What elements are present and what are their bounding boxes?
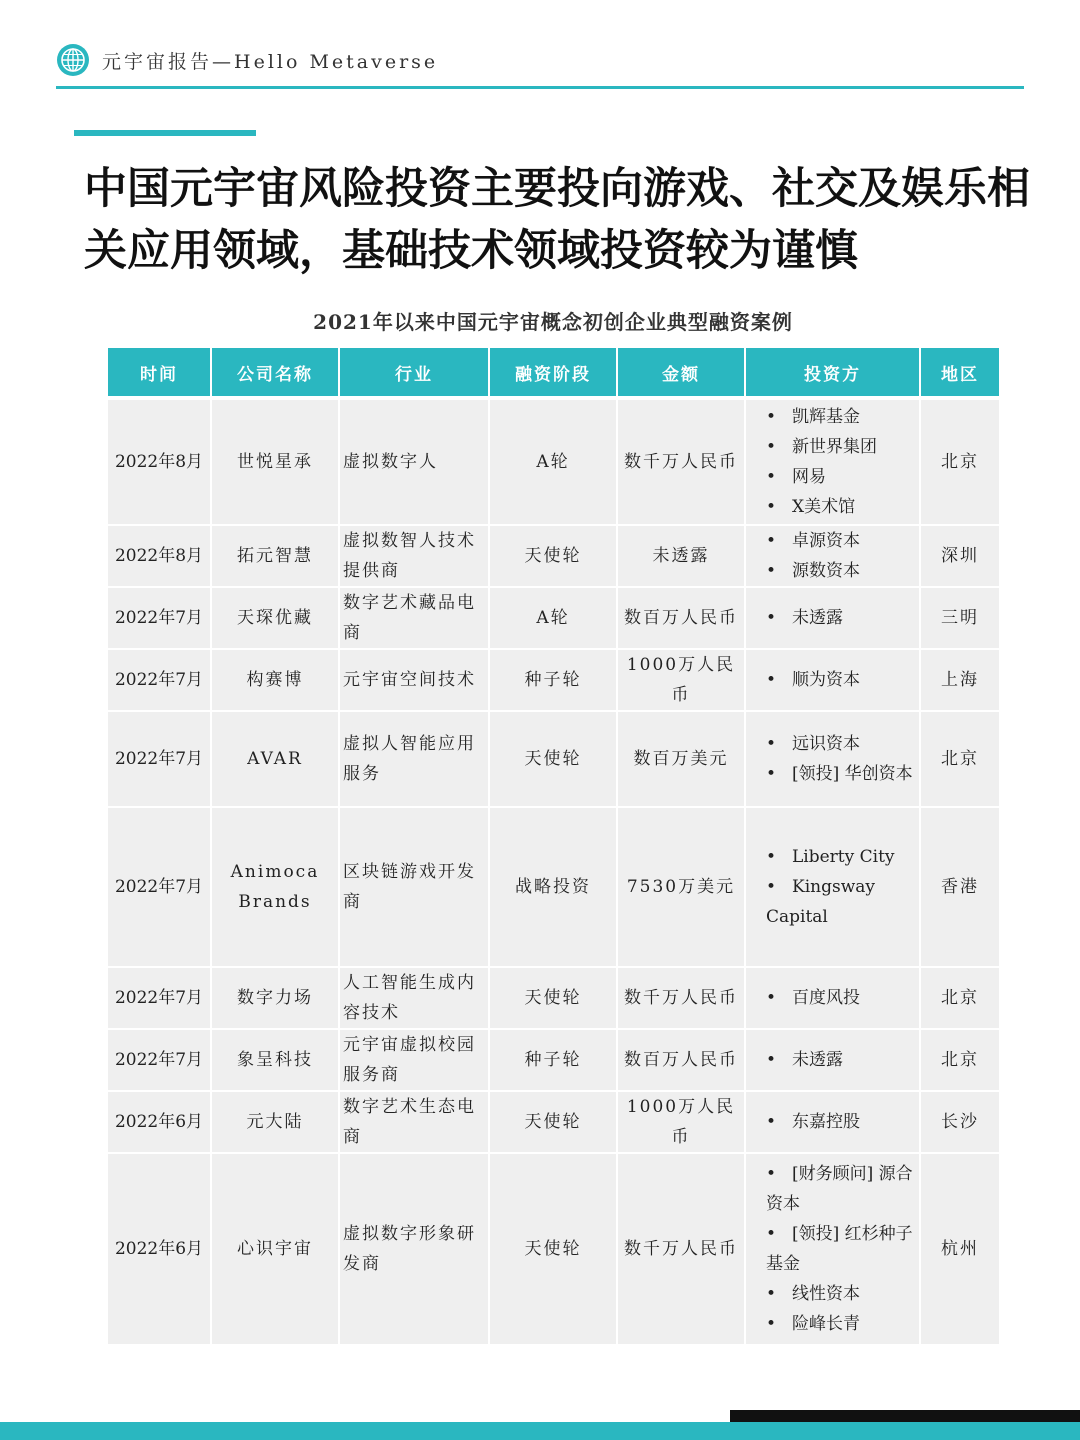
table-row — [108, 396, 999, 524]
cell-industry: 虚拟数智人技术提供商 — [340, 524, 490, 586]
cell-stage: 天使轮 — [490, 1152, 618, 1344]
cell-investors — [746, 524, 921, 586]
cell-amount: 1000万人民币 — [618, 1090, 746, 1152]
cell-company: 拓元智慧 — [212, 524, 340, 586]
cell-company: 心识宇宙 — [212, 1152, 340, 1344]
cell-industry: 虚拟数字人 — [340, 396, 490, 524]
cell-company: 数字力场 — [212, 966, 340, 1028]
table-body — [108, 396, 999, 1344]
table-row — [108, 1028, 999, 1090]
column-header-time: 时间 — [108, 348, 212, 396]
table-row — [108, 586, 999, 648]
cell-stage: 天使轮 — [490, 966, 618, 1028]
investor-list — [766, 1107, 916, 1137]
cell-amount: 数百万人民币 — [618, 586, 746, 648]
footer-dark-bar — [730, 1410, 1080, 1422]
cell-region: 北京 — [921, 396, 999, 524]
cell-company: 世悦星承 — [212, 396, 340, 524]
table-row — [108, 524, 999, 586]
cell-time: 2022年7月 — [108, 1028, 212, 1090]
cell-investors — [746, 648, 921, 710]
investor-item: • [财务顾问] 源合资本 — [766, 1159, 916, 1219]
cell-time: 2022年8月 — [108, 524, 212, 586]
investor-item: • 百度风投 — [766, 983, 916, 1013]
column-header-region: 地区 — [921, 348, 999, 396]
investor-list — [766, 665, 916, 695]
cell-time: 2022年7月 — [108, 648, 212, 710]
cell-time: 2022年6月 — [108, 1152, 212, 1344]
cell-industry: 元宇宙空间技术 — [340, 648, 490, 710]
cell-stage: 种子轮 — [490, 1028, 618, 1090]
cell-investors — [746, 396, 921, 524]
cell-amount: 数百万美元 — [618, 710, 746, 806]
investor-item: • 险峰长青 — [766, 1309, 916, 1339]
investor-item: • Liberty City — [766, 842, 916, 872]
cell-region: 杭州 — [921, 1152, 999, 1344]
column-header-amount: 金额 — [618, 348, 746, 396]
table-row — [108, 1152, 999, 1344]
cell-investors — [746, 966, 921, 1028]
investor-item: • [领投] 华创资本 — [766, 759, 916, 789]
table-row — [108, 648, 999, 710]
table-row — [108, 966, 999, 1028]
investor-item: • Kingsway Capital — [766, 872, 916, 932]
cell-stage: A轮 — [490, 396, 618, 524]
cell-investors — [746, 586, 921, 648]
footer-accent-bar — [0, 1422, 1080, 1440]
financing-cases-table — [108, 348, 999, 1344]
cell-company: Animoca Brands — [212, 806, 340, 966]
cell-time: 2022年7月 — [108, 806, 212, 966]
investor-list — [766, 603, 916, 633]
cell-region: 香港 — [921, 806, 999, 966]
cell-industry: 元宇宙虚拟校园服务商 — [340, 1028, 490, 1090]
cell-region: 北京 — [921, 710, 999, 806]
table-caption: 2021年以来中国元宇宙概念初创企业典型融资案例 — [313, 310, 793, 334]
investor-item: • 凯辉基金 — [766, 402, 916, 432]
investor-item: • 线性资本 — [766, 1279, 916, 1309]
globe-icon — [56, 43, 90, 77]
cell-investors — [746, 710, 921, 806]
investor-item: • 未透露 — [766, 1045, 916, 1075]
investor-item: • 网易 — [766, 462, 916, 492]
cell-stage: 战略投资 — [490, 806, 618, 966]
investor-list — [766, 983, 916, 1013]
cell-amount: 7530万美元 — [618, 806, 746, 966]
investor-list — [766, 1045, 916, 1075]
column-header-investors: 投资方 — [746, 348, 921, 396]
investor-list — [766, 1159, 916, 1339]
cell-industry: 虚拟数字形象研发商 — [340, 1152, 490, 1344]
cell-company: 天琛优藏 — [212, 586, 340, 648]
cell-company: 构赛博 — [212, 648, 340, 710]
cell-time: 2022年7月 — [108, 966, 212, 1028]
title-accent-bar — [74, 130, 256, 136]
cell-time: 2022年6月 — [108, 1090, 212, 1152]
investor-item: • 新世界集团 — [766, 432, 916, 462]
column-header-industry: 行业 — [340, 348, 490, 396]
cell-investors — [746, 1152, 921, 1344]
table-header-row — [108, 348, 999, 396]
cell-amount: 数千万人民币 — [618, 966, 746, 1028]
investor-list — [766, 729, 916, 789]
cell-amount: 1000万人民币 — [618, 648, 746, 710]
investor-item: • 远识资本 — [766, 729, 916, 759]
investor-list — [766, 402, 916, 522]
cell-investors — [746, 806, 921, 966]
cell-stage: A轮 — [490, 586, 618, 648]
cell-region: 北京 — [921, 966, 999, 1028]
cell-region: 北京 — [921, 1028, 999, 1090]
column-header-company: 公司名称 — [212, 348, 340, 396]
cell-investors — [746, 1090, 921, 1152]
cell-industry: 数字艺术生态电商 — [340, 1090, 490, 1152]
investor-item: • X美术馆 — [766, 492, 916, 522]
investor-item: • 卓源资本 — [766, 526, 916, 556]
page-headline: 中国元宇宙风险投资主要投向游戏、社交及娱乐相关应用领域，基础技术领域投资较为谨慎 — [84, 164, 1030, 276]
cell-company: AVAR — [212, 710, 340, 806]
column-header-stage: 融资阶段 — [490, 348, 618, 396]
investor-list — [766, 526, 916, 586]
investor-item: • [领投] 红杉种子基金 — [766, 1219, 916, 1279]
cell-company: 元大陆 — [212, 1090, 340, 1152]
investor-item: • 顺为资本 — [766, 665, 916, 695]
report-header — [56, 40, 438, 80]
cell-amount: 未透露 — [618, 524, 746, 586]
cell-region: 深圳 — [921, 524, 999, 586]
cell-region: 长沙 — [921, 1090, 999, 1152]
cell-amount: 数千万人民币 — [618, 1152, 746, 1344]
investor-item: • 东嘉控股 — [766, 1107, 916, 1137]
table-row — [108, 1090, 999, 1152]
cell-industry: 虚拟人智能应用服务 — [340, 710, 490, 806]
header-divider — [56, 86, 1024, 89]
cell-amount: 数百万人民币 — [618, 1028, 746, 1090]
cell-stage: 天使轮 — [490, 1090, 618, 1152]
investor-item: • 未透露 — [766, 603, 916, 633]
cell-region: 三明 — [921, 586, 999, 648]
cell-stage: 种子轮 — [490, 648, 618, 710]
table-row — [108, 710, 999, 806]
cell-company: 象呈科技 — [212, 1028, 340, 1090]
investor-item: • 源数资本 — [766, 556, 916, 586]
cell-industry: 人工智能生成内容技术 — [340, 966, 490, 1028]
cell-time: 2022年8月 — [108, 396, 212, 524]
cell-stage: 天使轮 — [490, 710, 618, 806]
cell-industry: 区块链游戏开发商 — [340, 806, 490, 966]
cell-investors — [746, 1028, 921, 1090]
cell-industry: 数字艺术藏品电商 — [340, 586, 490, 648]
investor-list — [766, 842, 916, 932]
cell-stage: 天使轮 — [490, 524, 618, 586]
cell-time: 2022年7月 — [108, 586, 212, 648]
header-title: 元宇宙报告—Hello Metaverse — [102, 50, 439, 73]
cell-amount: 数千万人民币 — [618, 396, 746, 524]
cell-time: 2022年7月 — [108, 710, 212, 806]
cell-region: 上海 — [921, 648, 999, 710]
table-row — [108, 806, 999, 966]
